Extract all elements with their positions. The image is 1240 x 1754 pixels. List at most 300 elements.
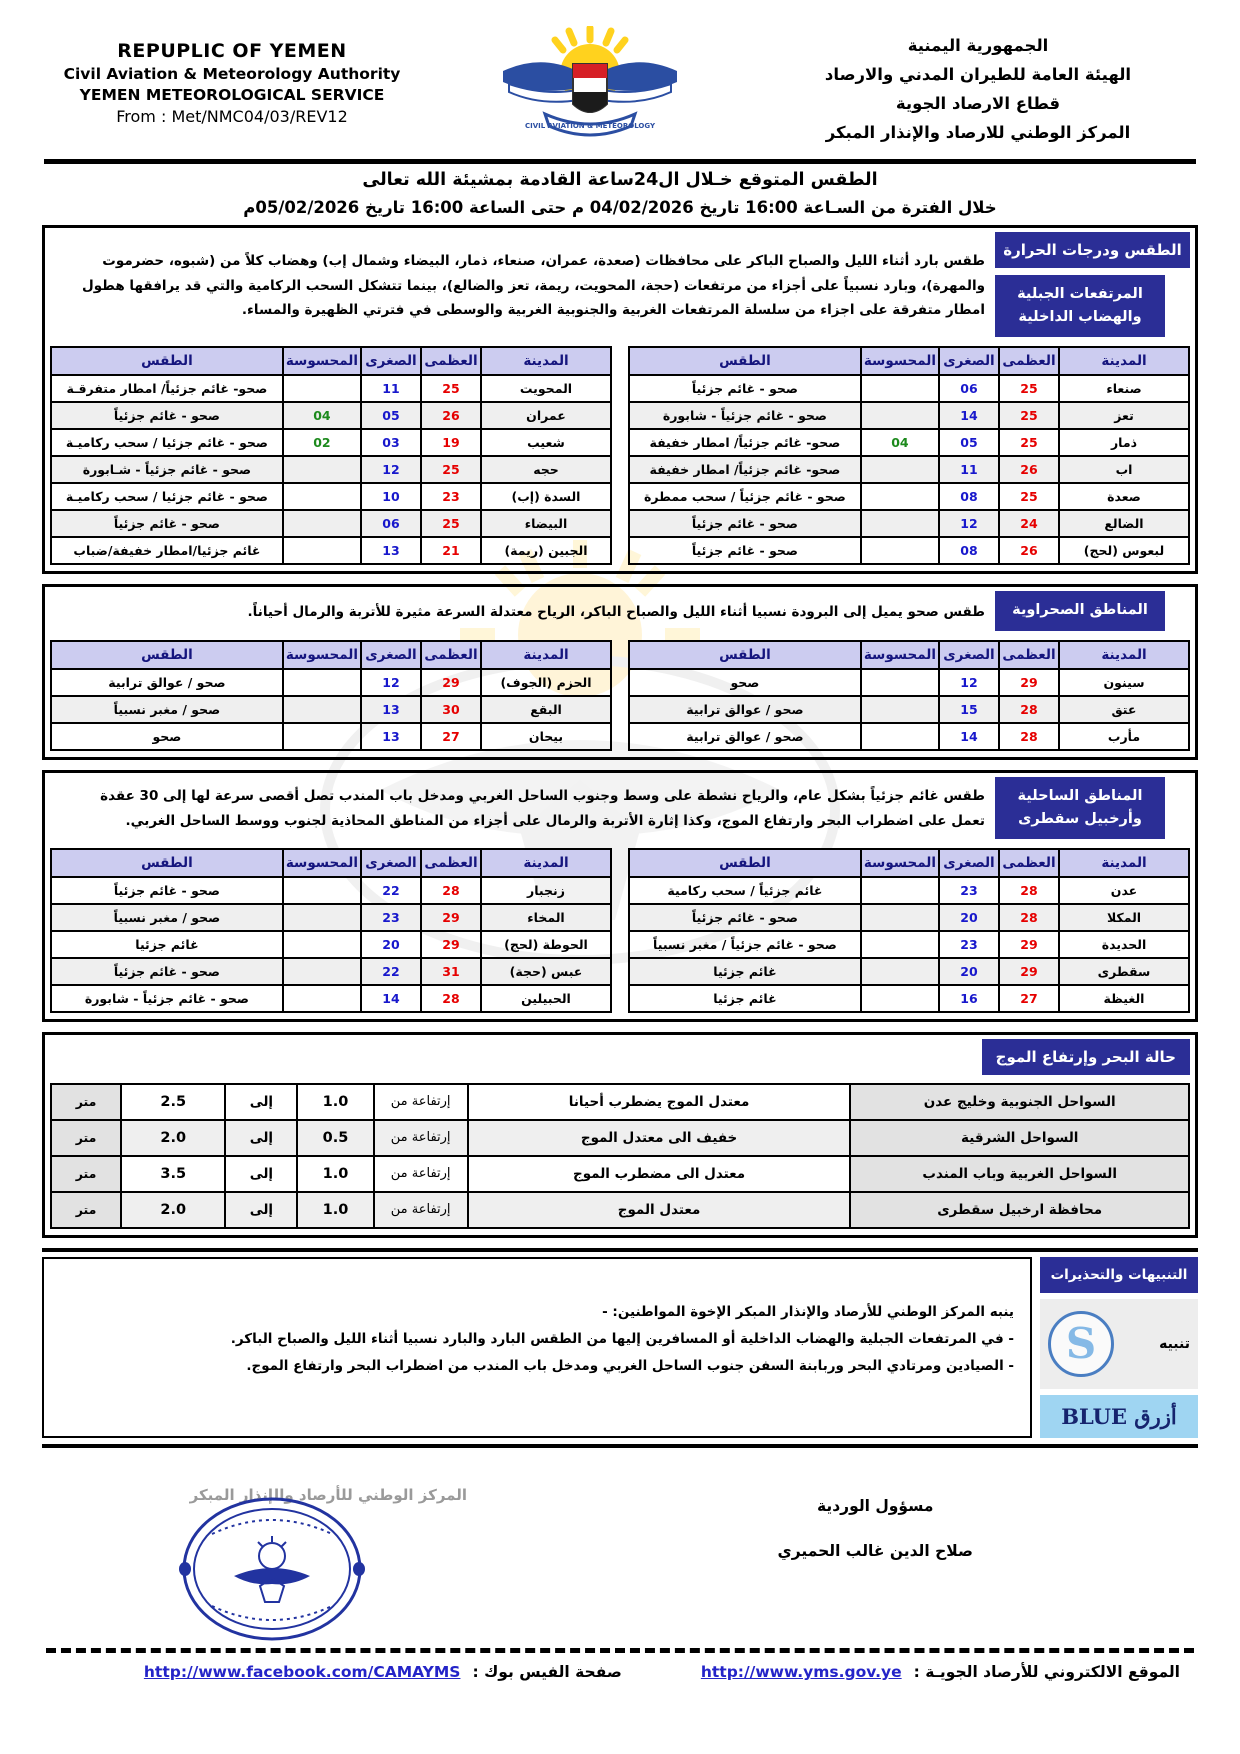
- coast-region-cell: السواحل الغربية وباب المندب: [850, 1156, 1189, 1192]
- min-temp-cell: 11: [361, 375, 421, 402]
- weather-cell: صحو- غائم جزئياً/ امطار خفيفة: [629, 429, 861, 456]
- center-title-ar: المركز الوطني للارصاد والإنذار المبكر: [825, 122, 1131, 142]
- mountains-tables: [50, 346, 1190, 565]
- max-temp-cell: 28: [421, 877, 481, 904]
- section1-right-column: [995, 232, 1190, 337]
- max-temp-cell: 28: [999, 723, 1059, 750]
- min-temp-cell: 05: [361, 402, 421, 429]
- min-temp-cell: 10: [361, 483, 421, 510]
- min-temp-cell: 20: [361, 931, 421, 958]
- height-from-value-cell: 1.0: [297, 1192, 373, 1228]
- table-row: [51, 1156, 1189, 1192]
- table-header-row: [51, 347, 611, 375]
- coastal-left-table: [50, 848, 612, 1013]
- city-cell: المحويت: [481, 375, 611, 402]
- website-label: الموقع الالكتروني للأرصاد الجويـة :: [913, 1662, 1180, 1681]
- max-temp-cell: 25: [999, 402, 1059, 429]
- city-cell: ذمار: [1059, 429, 1189, 456]
- table-row: [51, 510, 611, 537]
- city-cell: السدة (إب): [481, 483, 611, 510]
- max-temp-cell: 19: [421, 429, 481, 456]
- max-temp-cell: 23: [421, 483, 481, 510]
- table-header-row: [629, 641, 1189, 669]
- table-row: [629, 958, 1189, 985]
- city-cell: عدن: [1059, 877, 1189, 904]
- table-row: [51, 375, 611, 402]
- authority-logo-icon: [495, 26, 685, 151]
- max-temp-cell: 21: [421, 537, 481, 564]
- footer: [42, 1454, 1198, 1644]
- weather-cell: صحو - غائم جزئياً - شابورة: [51, 985, 283, 1012]
- felt-temp-cell: [861, 877, 939, 904]
- desert-description: طقس صحو يميل إلى البرودة نسبيا أثناء الليل والصباح الباكر، الرياح معتدلة السرعة مثيرة للأتربة والرمال أحياناً.: [247, 603, 985, 620]
- coast-region-cell: السواحل الجنوبية وخليج عدن: [850, 1084, 1189, 1120]
- height-from-value-cell: 1.0: [297, 1156, 373, 1192]
- min-temp-cell: 15: [939, 696, 999, 723]
- city-cell: بيحان: [481, 723, 611, 750]
- city-header: المدينة: [1059, 849, 1189, 877]
- desert-left-table: [50, 640, 612, 751]
- weather-cell: صحو - غائم جزئياً: [51, 958, 283, 985]
- min-temp-cell: 13: [361, 696, 421, 723]
- mountains-description: طقس بارد أثناء الليل والصباح الباكر على محافظات (صعدة، عمران، صنعاء، ذمار، البيضاء وشمال إب) وهضاب كلاً من (شبوه، حضرموت والمهرة)، وبارد نسبياً على أجزاء من مرتفعات (حجة، المحويت، ريمة، تعز والضالع)، بينما تتشكل السحب الركامية والتي قد يرافقها هطول امطار متفرقة على اجزاء من سلسلة المرتفعات الغربية والجنوبية الغربية والوسطى في فترتي الظهيرة والمساء.: [81, 253, 985, 318]
- max-temp-cell: 29: [999, 958, 1059, 985]
- min-header: الصغرى: [939, 849, 999, 877]
- weather-cell: صحو - غائم جزئيا / سحب ركاميـة: [51, 483, 283, 510]
- stamp-watermark-text: المركز الوطني للأرصاد والإنذار المبكر: [189, 1485, 467, 1504]
- service-title-en: YEMEN METEOROLOGICAL SERVICE: [79, 86, 385, 104]
- table-row: [51, 931, 611, 958]
- min-temp-cell: 22: [361, 877, 421, 904]
- coastal-description: طقس غائم جزئياً بشكل عام، والرياح نشطة على وسط وجنوب الساحل الغربي ومدخل باب المندب تصل أقصى سرعة لها إلى 30 عقدة تعمل على اضطراب البحر وارتفاع الموج، وكذا إثارة الأتربة والرمال على أجزاء من المناطق المحاذية لجنوب ووسط الساحل الغربي.: [100, 788, 985, 829]
- felt-temp-cell: [283, 456, 361, 483]
- to-label-cell: إلى: [225, 1192, 297, 1228]
- city-cell: لبعوس (لحج): [1059, 537, 1189, 564]
- city-cell: البقع: [481, 696, 611, 723]
- max-temp-cell: 28: [999, 877, 1059, 904]
- weather-cell: صحو - غائم جزئيا / سحب ركاميـة: [51, 429, 283, 456]
- alert-s-icon: [1048, 1311, 1114, 1377]
- max-temp-cell: 26: [421, 402, 481, 429]
- city-header: المدينة: [1059, 641, 1189, 669]
- footer-links: [42, 1655, 1198, 1681]
- height-from-value-cell: 0.5: [297, 1120, 373, 1156]
- header-arabic-block: [768, 24, 1188, 148]
- min-temp-cell: 14: [939, 402, 999, 429]
- felt-temp-cell: [861, 958, 939, 985]
- city-cell: صعدة: [1059, 483, 1189, 510]
- min-temp-cell: 05: [939, 429, 999, 456]
- authority-title-ar: الهيئة العامة للطيران المدني والارصاد: [824, 64, 1132, 84]
- table-row: [51, 904, 611, 931]
- felt-temp-cell: 04: [283, 402, 361, 429]
- table-row: [51, 483, 611, 510]
- felt-temp-cell: [861, 375, 939, 402]
- felt-header: المحسوسة: [283, 347, 361, 375]
- height-from-label-cell: إرتفاعة من: [374, 1120, 468, 1156]
- felt-header: المحسوسة: [861, 347, 939, 375]
- max-temp-cell: 26: [999, 537, 1059, 564]
- weather-cell: غائم جزئيا: [629, 958, 861, 985]
- max-temp-cell: 25: [999, 483, 1059, 510]
- max-temp-cell: 31: [421, 958, 481, 985]
- section-sea-state: [42, 1032, 1198, 1238]
- felt-temp-cell: 02: [283, 429, 361, 456]
- weather-cell: صحو: [51, 723, 283, 750]
- document-reference: From : Met/NMC04/03/REV12: [116, 107, 348, 126]
- height-from-value-cell: 1.0: [297, 1084, 373, 1120]
- height-to-value-cell: 2.5: [121, 1084, 225, 1120]
- table-row: [629, 510, 1189, 537]
- max-temp-cell: 25: [999, 429, 1059, 456]
- bulletin-title: [42, 170, 1198, 217]
- weather-cell: غائم جزئيا: [51, 931, 283, 958]
- weather-cell: صحو - غائم جزئياً: [629, 510, 861, 537]
- official-stamp: [112, 1484, 467, 1644]
- weather-cell: صحو - غائم جزئياً: [629, 375, 861, 402]
- facebook-label: صفحة الفيس بوك :: [472, 1662, 622, 1681]
- weather-header: الطقس: [629, 849, 861, 877]
- table-row: [51, 429, 611, 456]
- felt-temp-cell: [861, 510, 939, 537]
- to-label-cell: إلى: [225, 1156, 297, 1192]
- table-row: [51, 696, 611, 723]
- website-link[interactable]: http://www.yms.gov.ye: [700, 1662, 902, 1681]
- alert-box: [1040, 1299, 1198, 1389]
- weather-header: الطقس: [51, 347, 283, 375]
- weather-cell: غائم جزئيا: [629, 985, 861, 1012]
- coastal-tables: [50, 848, 1190, 1013]
- felt-temp-cell: [861, 904, 939, 931]
- table-row: [51, 402, 611, 429]
- min-header: الصغرى: [939, 347, 999, 375]
- city-cell: اب: [1059, 456, 1189, 483]
- warning-line-sea: - الصيادين ومرتادي البحر وربابنة السفن جنوب الساحل الغربي ومدخل باب المندب من اضطراب البحر وارتفاع الموج.: [246, 1357, 1014, 1374]
- min-temp-cell: 08: [939, 537, 999, 564]
- min-temp-cell: 23: [939, 931, 999, 958]
- weather-header: الطقس: [51, 641, 283, 669]
- weather-cell: صحو - غائم جزئياً: [51, 510, 283, 537]
- section-warnings: [42, 1248, 1198, 1448]
- forecast-title-line1: الطقس المتوقع خـلال ال24ساعة القادمة بمشيئة الله تعالى: [362, 170, 878, 190]
- weather-cell: غائم جزئيا/امطار خفيفة/ضباب: [51, 537, 283, 564]
- city-cell: زنجبار: [481, 877, 611, 904]
- table-row: [51, 1120, 1189, 1156]
- table-row: [51, 1084, 1189, 1120]
- felt-temp-cell: [861, 669, 939, 696]
- weather-cell: صحو - غائم جزئياً: [51, 402, 283, 429]
- city-cell: البيضاء: [481, 510, 611, 537]
- footer-divider: [46, 1648, 1194, 1653]
- felt-temp-cell: [283, 958, 361, 985]
- city-cell: سينون: [1059, 669, 1189, 696]
- felt-temp-cell: [861, 483, 939, 510]
- weather-header: الطقس: [51, 849, 283, 877]
- warnings-text-box: [42, 1257, 1032, 1438]
- min-temp-cell: 12: [939, 669, 999, 696]
- desert-tables: [50, 640, 1190, 751]
- table-row: [51, 723, 611, 750]
- max-temp-cell: 25: [421, 456, 481, 483]
- table-row: [51, 669, 611, 696]
- table-row: [629, 904, 1189, 931]
- city-cell: الضالع: [1059, 510, 1189, 537]
- max-header: العظمى: [421, 347, 481, 375]
- table-row: [51, 877, 611, 904]
- section-coastal-areas: [42, 770, 1198, 1022]
- city-cell: عتق: [1059, 696, 1189, 723]
- authority-title-en: Civil Aviation & Meteorology Authority: [63, 65, 401, 83]
- max-header: العظمى: [999, 641, 1059, 669]
- min-header: الصغرى: [361, 849, 421, 877]
- weather-cell: صحو / عوالق ترابية: [629, 723, 861, 750]
- city-cell: عمران: [481, 402, 611, 429]
- alert-label: تنبيه: [1159, 1335, 1190, 1352]
- section2-right-column: [995, 591, 1190, 630]
- max-temp-cell: 30: [421, 696, 481, 723]
- city-cell: الجبين (ريمة): [481, 537, 611, 564]
- max-temp-cell: 25: [999, 375, 1059, 402]
- table-row: [51, 456, 611, 483]
- max-temp-cell: 26: [999, 456, 1059, 483]
- header-divider: [44, 159, 1196, 164]
- coastal-label: المناطق الساحلية وأرخبيل سقطرى: [995, 777, 1165, 839]
- weather-cell: غائم جزئياً / سحب ركامية: [629, 877, 861, 904]
- unit-cell: متر: [51, 1084, 121, 1120]
- city-cell: سقطرى: [1059, 958, 1189, 985]
- weather-cell: صحو - غائم جزئياً: [51, 877, 283, 904]
- min-header: الصغرى: [361, 641, 421, 669]
- city-cell: صنعاء: [1059, 375, 1189, 402]
- weather-cell: صحو - غائم جزئياً: [629, 537, 861, 564]
- max-temp-cell: 25: [421, 375, 481, 402]
- section-temps-tab: الطقس ودرجات الحرارة: [995, 232, 1190, 268]
- table-row: [629, 696, 1189, 723]
- page-header: [42, 8, 1198, 155]
- section-weather-temperatures: [42, 225, 1198, 574]
- city-cell: المكلا: [1059, 904, 1189, 931]
- unit-cell: متر: [51, 1192, 121, 1228]
- header-english-block: [52, 24, 412, 129]
- city-header: المدينة: [481, 347, 611, 375]
- table-row: [51, 1192, 1189, 1228]
- weather-cell: صحو - غائم جزئياً: [629, 904, 861, 931]
- table-row: [629, 931, 1189, 958]
- mountains-right-table: [628, 346, 1190, 565]
- table-row: [629, 669, 1189, 696]
- weather-cell: صحو - غائم جزئياً - شابورة: [629, 402, 861, 429]
- min-temp-cell: 14: [939, 723, 999, 750]
- min-temp-cell: 23: [939, 877, 999, 904]
- height-to-value-cell: 2.0: [121, 1192, 225, 1228]
- max-header: العظمى: [999, 849, 1059, 877]
- weather-cell: صحو / مغبر نسبياً: [51, 696, 283, 723]
- weather-cell: صحو - غائم جزئياً / سحب ممطرة: [629, 483, 861, 510]
- shift-officer-role: مسؤول الوردية: [817, 1496, 934, 1515]
- table-row: [629, 537, 1189, 564]
- felt-temp-cell: [861, 402, 939, 429]
- weather-cell: صحو / مغبر نسبياً: [51, 904, 283, 931]
- min-temp-cell: 20: [939, 904, 999, 931]
- mountains-label: المرتفعات الجبلية والهضاب الداخلية: [995, 275, 1165, 337]
- country-title-ar: الجمهورية اليمنية: [907, 36, 1049, 55]
- table-row: [51, 985, 611, 1012]
- city-cell: الحزم (الجوف): [481, 669, 611, 696]
- city-header: المدينة: [1059, 347, 1189, 375]
- height-from-label-cell: إرتفاعة من: [374, 1084, 468, 1120]
- height-from-label-cell: إرتفاعة من: [374, 1192, 468, 1228]
- table-row: [51, 958, 611, 985]
- felt-temp-cell: [283, 669, 361, 696]
- max-header: العظمى: [999, 347, 1059, 375]
- sea-state-cell: معتدل الى مضطرب الموج: [468, 1156, 851, 1192]
- felt-temp-cell: [861, 723, 939, 750]
- max-temp-cell: 29: [999, 669, 1059, 696]
- warnings-right-column: [1040, 1257, 1198, 1438]
- weather-cell: صحو / عوالق ترابية: [629, 696, 861, 723]
- weather-header: الطقس: [629, 641, 861, 669]
- warning-line-mountains: - في المرتفعات الجبلية والهضاب الداخلية أو المسافرين إليها من الطقس البارد والبارد نسبيا أثناء الليل والصباح الباكر.: [230, 1330, 1014, 1347]
- city-cell: الحبيلين: [481, 985, 611, 1012]
- min-header: الصغرى: [939, 641, 999, 669]
- desert-label: المناطق الصحراوية: [995, 591, 1165, 630]
- height-from-label-cell: إرتفاعة من: [374, 1156, 468, 1192]
- to-label-cell: إلى: [225, 1084, 297, 1120]
- alert-letter: S: [1065, 1318, 1097, 1368]
- desert-right-table: [628, 640, 1190, 751]
- city-cell: الحديدة: [1059, 931, 1189, 958]
- min-temp-cell: 06: [939, 375, 999, 402]
- felt-header: المحسوسة: [861, 849, 939, 877]
- table-row: [51, 537, 611, 564]
- facebook-link[interactable]: http://www.facebook.com/CAMAYMS: [143, 1662, 461, 1681]
- official-seal-icon: [172, 1494, 372, 1644]
- to-label-cell: إلى: [225, 1120, 297, 1156]
- felt-temp-cell: [861, 537, 939, 564]
- city-cell: حجه: [481, 456, 611, 483]
- weather-cell: صحو- غائم جزئياً/ امطار متفرقـة: [51, 375, 283, 402]
- table-row: [629, 375, 1189, 402]
- max-temp-cell: 29: [421, 904, 481, 931]
- shift-officer-name: صلاح الدين غالب الحميري: [777, 1541, 973, 1560]
- min-temp-cell: 23: [361, 904, 421, 931]
- felt-temp-cell: 04: [861, 429, 939, 456]
- min-temp-cell: 06: [361, 510, 421, 537]
- min-temp-cell: 13: [361, 537, 421, 564]
- min-temp-cell: 13: [361, 723, 421, 750]
- felt-temp-cell: [283, 931, 361, 958]
- coastal-right-table: [628, 848, 1190, 1013]
- city-cell: الحوطة (لحج): [481, 931, 611, 958]
- table-header-row: [629, 347, 1189, 375]
- city-cell: تعز: [1059, 402, 1189, 429]
- min-header: الصغرى: [361, 347, 421, 375]
- min-temp-cell: 03: [361, 429, 421, 456]
- max-temp-cell: 28: [421, 985, 481, 1012]
- coast-region-cell: محافظة ارخبيل سقطرى: [850, 1192, 1189, 1228]
- felt-temp-cell: [861, 985, 939, 1012]
- table-header-row: [51, 849, 611, 877]
- alert-level-badge: أزرق BLUE: [1040, 1395, 1198, 1438]
- max-header: العظمى: [421, 641, 481, 669]
- mountains-left-table: [50, 346, 612, 565]
- weather-header: الطقس: [629, 347, 861, 375]
- felt-header: المحسوسة: [283, 849, 361, 877]
- coast-region-cell: السواحل الشرقية: [850, 1120, 1189, 1156]
- warnings-tab: التنبيهات والتحذيرات: [1040, 1257, 1198, 1293]
- city-cell: المخاء: [481, 904, 611, 931]
- unit-cell: متر: [51, 1156, 121, 1192]
- max-temp-cell: 28: [999, 904, 1059, 931]
- sea-state-tab: حالة البحر وإرتفاع الموج: [982, 1039, 1190, 1075]
- max-header: العظمى: [421, 849, 481, 877]
- max-temp-cell: 29: [421, 669, 481, 696]
- felt-temp-cell: [283, 696, 361, 723]
- city-cell: مأرب: [1059, 723, 1189, 750]
- table-header-row: [51, 641, 611, 669]
- warning-intro-line: ينبه المركز الوطني للأرصاد والإنذار المبكر الإخوة المواطنين: -: [602, 1303, 1014, 1320]
- weather-cell: صحو - غائم جزئياً / مغبر نسبياً: [629, 931, 861, 958]
- felt-temp-cell: [283, 985, 361, 1012]
- felt-temp-cell: [861, 696, 939, 723]
- max-temp-cell: 29: [421, 931, 481, 958]
- felt-header: المحسوسة: [861, 641, 939, 669]
- height-to-value-cell: 2.0: [121, 1120, 225, 1156]
- unit-cell: متر: [51, 1120, 121, 1156]
- felt-temp-cell: [283, 537, 361, 564]
- min-temp-cell: 16: [939, 985, 999, 1012]
- felt-temp-cell: [283, 483, 361, 510]
- min-temp-cell: 14: [361, 985, 421, 1012]
- table-row: [629, 402, 1189, 429]
- table-row: [629, 429, 1189, 456]
- svg-text:CIVIL AVIATION & METEOROLOGY: CIVIL AVIATION & METEOROLOGY: [524, 122, 656, 130]
- table-row: [629, 483, 1189, 510]
- weather-cell: صحو- غائم جزئياً/ امطار خفيفة: [629, 456, 861, 483]
- sea-state-table: [50, 1083, 1190, 1229]
- weather-cell: صحو: [629, 669, 861, 696]
- max-temp-cell: 24: [999, 510, 1059, 537]
- felt-temp-cell: [283, 510, 361, 537]
- city-header: المدينة: [481, 641, 611, 669]
- section3-right-column: [995, 777, 1190, 839]
- weather-cell: صحو - غائم جزئياً - شـابورة: [51, 456, 283, 483]
- sector-title-ar: قطاع الارصاد الجوية: [895, 93, 1061, 113]
- table-header-row: [629, 849, 1189, 877]
- sea-state-cell: معتدل الموج: [468, 1192, 851, 1228]
- min-temp-cell: 11: [939, 456, 999, 483]
- felt-header: المحسوسة: [283, 641, 361, 669]
- min-temp-cell: 12: [361, 669, 421, 696]
- forecast-title-line2: خلال الفترة من السـاعة 16:00 تاريخ 04/02/2026 م حتى الساعة 16:00 تاريخ 05/02/2026م: [243, 198, 997, 217]
- max-temp-cell: 27: [999, 985, 1059, 1012]
- sea-state-cell: معتدل الموج يضطرب أحيانا: [468, 1084, 851, 1120]
- felt-temp-cell: [861, 456, 939, 483]
- height-to-value-cell: 3.5: [121, 1156, 225, 1192]
- table-row: [629, 985, 1189, 1012]
- table-row: [629, 877, 1189, 904]
- city-cell: الغيظة: [1059, 985, 1189, 1012]
- felt-temp-cell: [861, 931, 939, 958]
- weather-cell: صحو / عوالق ترابية: [51, 669, 283, 696]
- felt-temp-cell: [283, 723, 361, 750]
- city-cell: شعيب: [481, 429, 611, 456]
- min-temp-cell: 12: [361, 456, 421, 483]
- min-temp-cell: 20: [939, 958, 999, 985]
- felt-temp-cell: [283, 375, 361, 402]
- sea-state-cell: خفيف الى معتدل الموج: [468, 1120, 851, 1156]
- city-cell: عبس (حجة): [481, 958, 611, 985]
